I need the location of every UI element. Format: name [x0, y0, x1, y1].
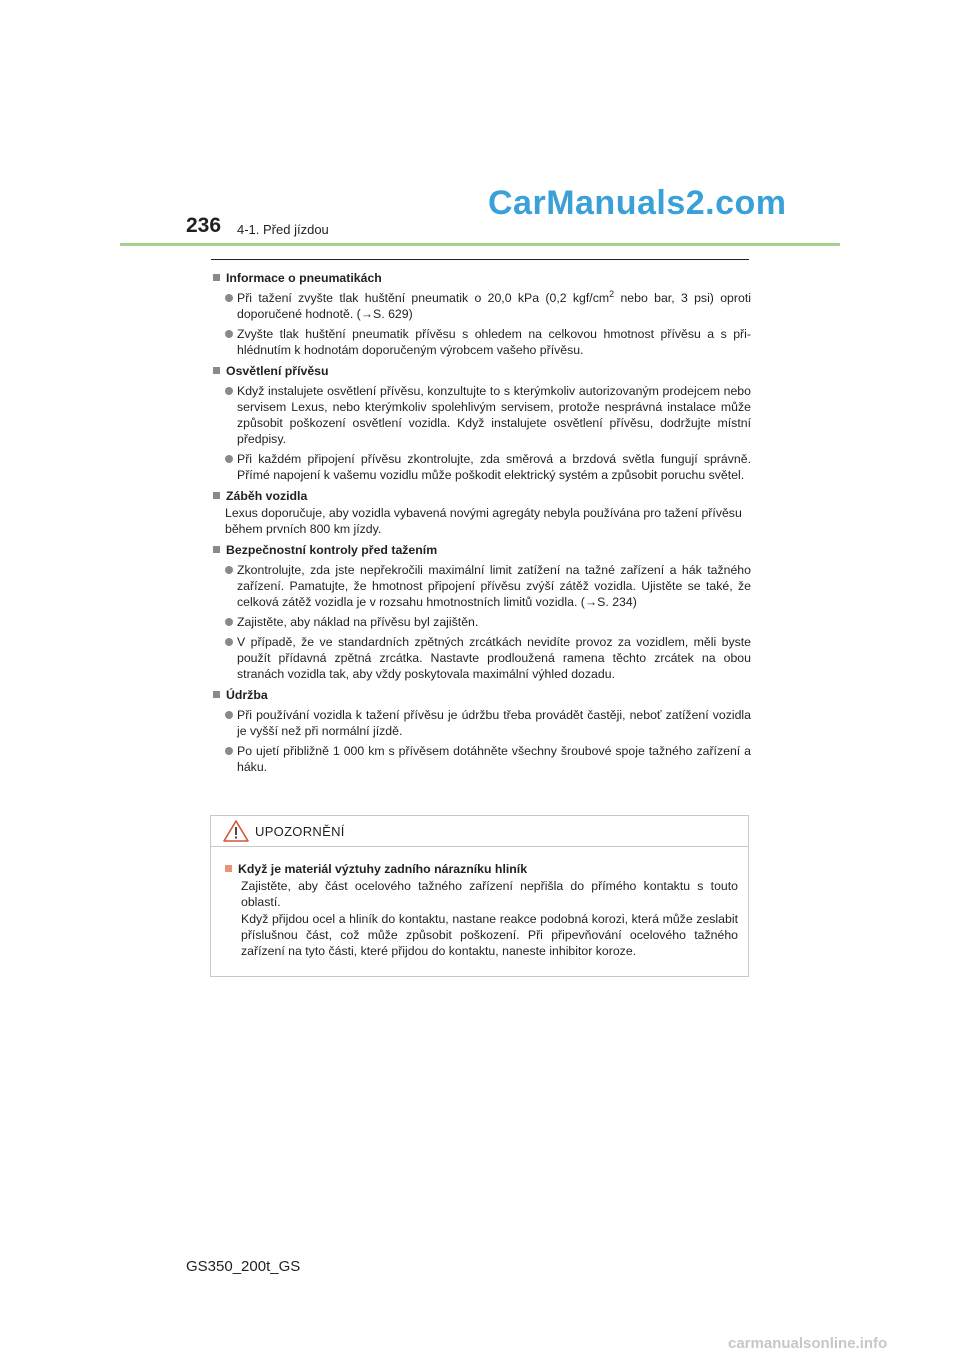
square-bullet-icon — [213, 546, 220, 553]
round-bullet-icon — [225, 294, 233, 302]
section-heading: Bezpečnostní kontroly před tažením — [211, 542, 751, 558]
square-bullet-icon — [213, 691, 220, 698]
section-heading: Informace o pneumatikách — [211, 270, 751, 286]
section-heading: Údržba — [211, 687, 751, 703]
section-heading: Osvětlení přívěsu — [211, 363, 751, 379]
list-item: Zvyšte tlak huštění pneumatik přívěsu s ohledem na celkovou hmotnost přívěsu a s přihlédnutím k hodnotám doporučeným výrobcem vašeho přívěsu. — [225, 326, 751, 358]
warning-label: UPOZORNĚNÍ — [255, 823, 345, 839]
page-number: 236 — [186, 214, 222, 237]
square-bullet-icon — [225, 865, 232, 872]
round-bullet-icon — [225, 566, 233, 574]
section-heading: Záběh vozidla — [211, 488, 751, 504]
round-bullet-icon — [225, 618, 233, 626]
warning-body — [211, 847, 748, 959]
round-bullet-icon — [225, 330, 233, 338]
warning-heading: Když je materiál výztuhy zadního nárazníku hliník — [223, 861, 738, 877]
paragraph: Lexus doporučuje, aby vozidla vybavená novými agregáty nebyla používána pro tažení přívěsu během prvních 800 km jízdy. — [225, 506, 742, 536]
warning-paragraph: Zajistěte, aby část ocelového tažného zařízení nepřišla do přímého kontaktu s touto oblastí. — [241, 879, 738, 909]
list-item: Zajistěte, aby náklad na přívěsu byl zajištěn. — [225, 614, 751, 630]
square-bullet-icon — [213, 274, 220, 281]
list-item: V případě, že ve standardních zpětných zrcátkách nevidíte provoz za vozidlem, měli byste použít přídavná zpětná zrcátka. Nastavte prodloužená ramena těchto zrcátek na obou stranách vozidla tak, aby vždy poskytovala maximální výhled dozadu. — [225, 634, 751, 682]
square-bullet-icon — [213, 492, 220, 499]
content-body — [211, 270, 751, 775]
list-item: Když instalujete osvětlení přívěsu, konzultujte to s kterýmkoliv autorizovaným prodejcem nebo servisem Lexus, nebo kterýmkoliv spolehlivým servisem, protože nesprávná instalace může způsobit poškození osvětlení vozidla. Když instalujete osvětlení přívěsu, dodržujte místní předpisy. — [225, 383, 751, 447]
round-bullet-icon — [225, 387, 233, 395]
footer-model-code: GS350_200t_GS — [186, 1258, 301, 1275]
round-bullet-icon — [225, 747, 233, 755]
list-item: Při používání vozidla k tažení přívěsu je údržbu třeba provádět častěji, neboť zatížení vozidla je vyšší než při normální jízdě. — [225, 707, 751, 739]
warning-paragraph: Když přijdou ocel a hliník do kontaktu, nastane reakce podobná korozi, která může zeslabit příslušnou část, což může způsobit poškození. Při připevňování ocelového tažného zařízení na tyto části, které přijdou do kontaktu, naneste inhibitor koroze. — [241, 912, 738, 958]
warning-triangle-icon — [223, 820, 249, 842]
warning-header — [211, 816, 748, 847]
section-title: 4-1. Před jízdou — [237, 222, 329, 237]
header-rule — [120, 243, 840, 246]
list-item: Zkontrolujte, zda jste nepřekročili maximální limit zatížení na tažné zařízení a hák tažného zařízení. Pamatujte, že hmotnost připojení přívěsu zvýší zátěž vozidla. Ujistěte se také, že celková zátěž vozidla je v rozsahu hmotnostních limitů vozidla. (→S. 234) — [225, 562, 751, 610]
list-item: Při tažení zvyšte tlak huštění pneumatik o 20,0 kPa (0,2 kgf/$cm^2$ nebo bar, 3 psi) oproti doporučené hodnotě. (→S. 629) — [225, 290, 751, 322]
list-item: Po ujetí přibližně 1 000 km s přívěsem dotáhněte všechny šroubové spoje tažného zařízení a háku. — [225, 743, 751, 775]
square-bullet-icon — [213, 367, 220, 374]
warning-box — [210, 815, 749, 977]
round-bullet-icon — [225, 638, 233, 646]
list-item: Při každém připojení přívěsu zkontrolujte, zda směrová a brzdová světla fungují správně. Přímé napojení k vašemu vozidlu může poškodit elektrický systém a způsobit poruchu světel. — [225, 451, 751, 483]
round-bullet-icon — [225, 455, 233, 463]
content-rule — [211, 259, 749, 260]
round-bullet-icon — [225, 711, 233, 719]
footer-watermark: carmanualsonline.info — [728, 1335, 888, 1352]
watermark-logo: CarManuals2.com — [488, 184, 787, 222]
